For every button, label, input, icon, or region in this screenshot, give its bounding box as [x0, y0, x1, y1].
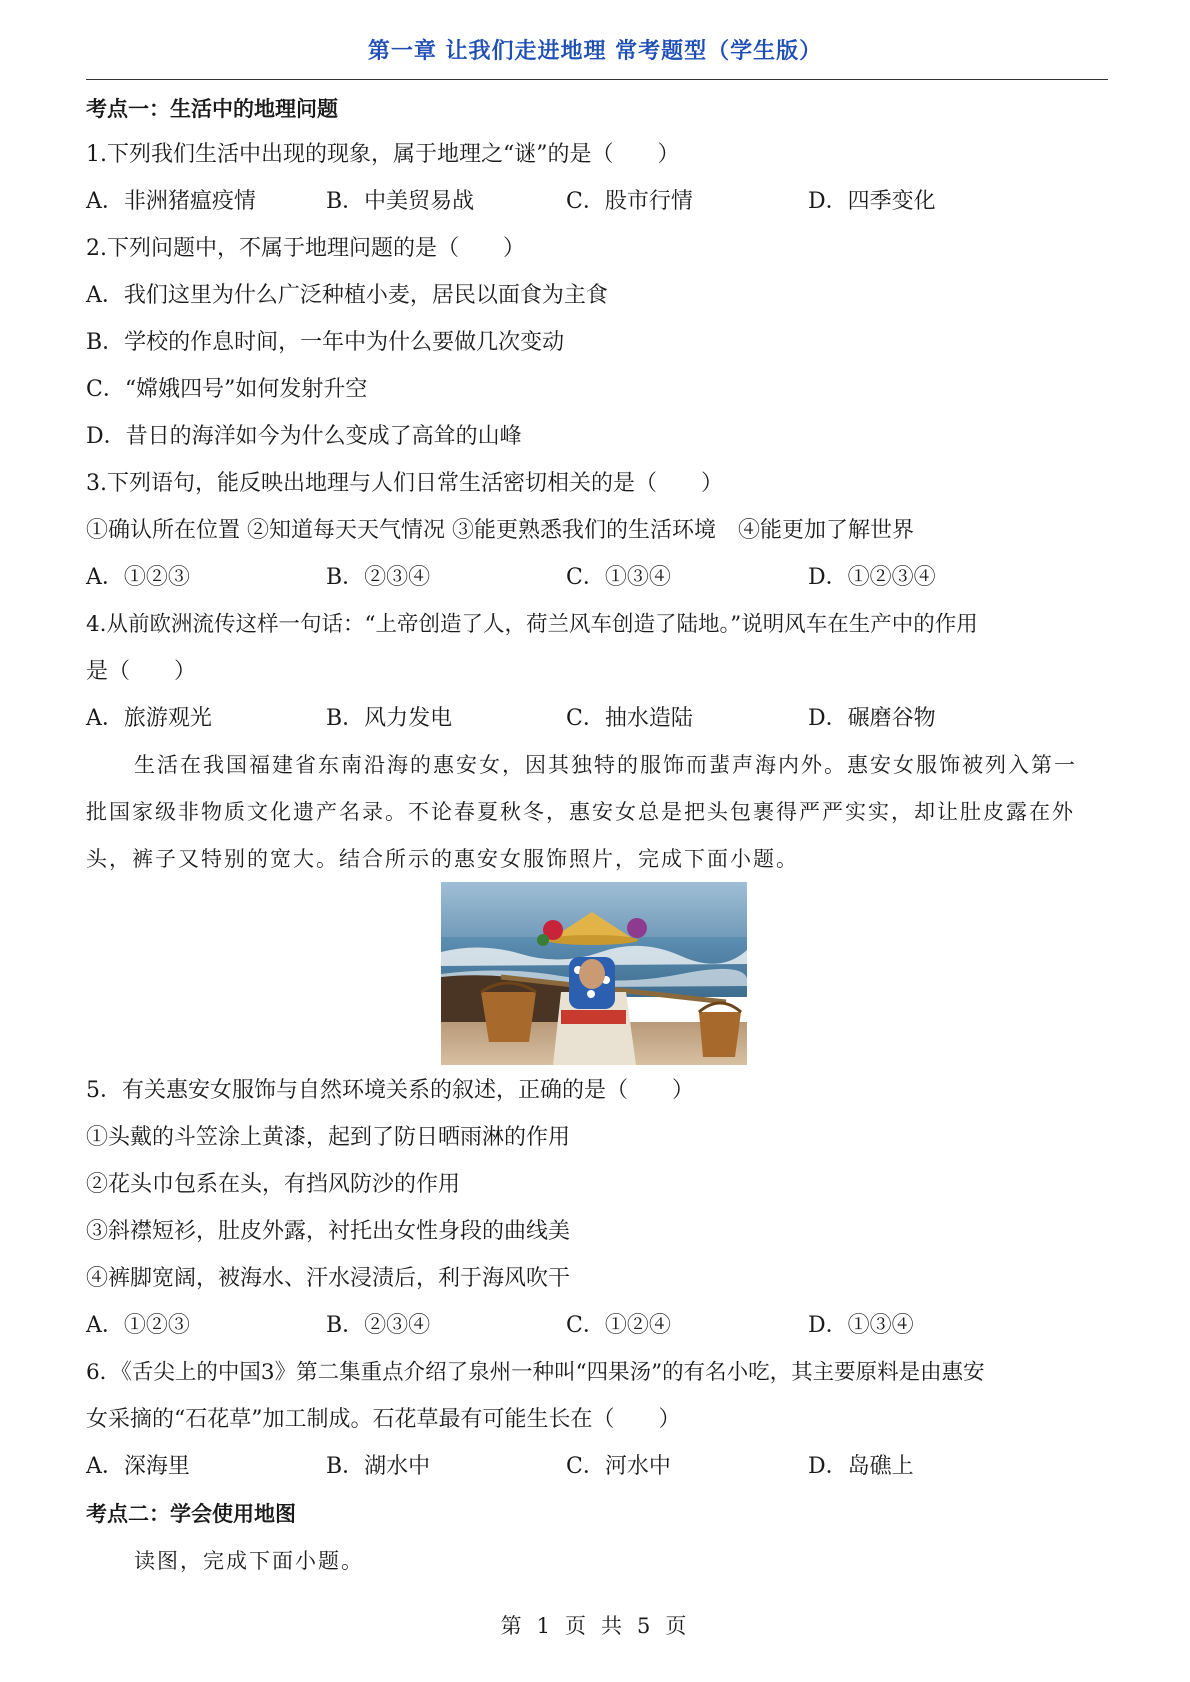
photo-illustration [441, 882, 747, 1065]
passage-line-2: 批国家级非物质文化遗产名录。不论春夏秋冬，惠安女总是把头包裹得严严实实，却让肚皮露在外 [86, 800, 1075, 824]
option-c: C．股市行情 [566, 189, 693, 214]
option-d: D．①③④ [808, 1313, 914, 1338]
question-5-item-1: ①头戴的斗笠涂上黄漆，起到了防日晒雨淋的作用 [86, 1125, 571, 1150]
option-a: A．旅游观光 [86, 706, 212, 731]
question-5-options [86, 1311, 1108, 1341]
option-d: D．碾磨谷物 [808, 706, 936, 731]
option-d: D．岛礁上 [808, 1454, 914, 1479]
question-2-stem: 2.下列问题中，不属于地理问题的是（ ） [86, 236, 525, 261]
footer-total-pages: 5 [637, 1614, 654, 1638]
question-5-stem: 5．有关惠安女服饰与自然环境关系的叙述，正确的是（ ） [86, 1078, 694, 1103]
question-3-items: ①确认所在位置 ②知道每天天气情况 ③能更熟悉我们的生活环境 ④能更加了解世界 [86, 518, 914, 543]
question-3-options [86, 563, 1108, 593]
question-4-stem: 4.从前欧洲流传这样一句话：“上帝创造了人，荷兰风车创造了陆地。”说明风车在生产中的作用 [86, 612, 978, 637]
question-1-options [86, 187, 1108, 217]
footer-di: 第 [500, 1614, 525, 1638]
option-c: C．“嫦娥四号”如何发射升空 [86, 377, 368, 402]
option-b: B．②③④ [326, 1313, 431, 1338]
passage-line-3: 头，裤子又特别的宽大。结合所示的惠安女服饰照片，完成下面小题。 [86, 847, 799, 871]
huian-woman-photo [441, 882, 747, 1065]
question-6-stem-cont: 女采摘的“石花草”加工制成。石花草最有可能生长在（ ） [86, 1407, 681, 1432]
option-a: A．①②③ [86, 565, 190, 590]
option-a: A．①②③ [86, 1313, 190, 1338]
passage-line-1: 生活在我国福建省东南沿海的惠安女，因其独特的服饰而蜚声海内外。惠安女服饰被列入第一 [134, 753, 1077, 777]
page-title: 第一章 让我们走进地理 常考题型（学生版） [367, 39, 823, 64]
option-c: C．①③④ [566, 565, 671, 590]
section-heading-1: 考点一：生活中的地理问题 [86, 97, 338, 121]
option-c: C．河水中 [566, 1454, 671, 1479]
option-b: B．湖水中 [326, 1454, 431, 1479]
option-d: D．①②③④ [808, 565, 936, 590]
question-1-stem: 1.下列我们生活中出现的现象，属于地理之“谜”的是（ ） [86, 142, 680, 167]
question-6-options [86, 1452, 1108, 1482]
section-heading-2: 考点二：学会使用地图 [86, 1502, 296, 1526]
header-rule [86, 79, 1108, 80]
footer-page-number: 1 [536, 1614, 553, 1638]
question-3-stem: 3.下列语句，能反映出地理与人们日常生活密切相关的是（ ） [86, 471, 723, 496]
option-a: A．我们这里为什么广泛种植小麦，居民以面食为主食 [86, 283, 608, 308]
option-d: D．昔日的海洋如今为什么变成了高耸的山峰 [86, 424, 522, 449]
page-footer [0, 1610, 1190, 1640]
option-b: B．②③④ [326, 565, 431, 590]
question-5-item-4: ④裤脚宽阔，被海水、汗水浸渍后，利于海风吹干 [86, 1266, 571, 1291]
section-2-intro: 读图，完成下面小题。 [134, 1549, 364, 1573]
question-5-item-3: ③斜襟短衫，肚皮外露，衬托出女性身段的曲线美 [86, 1219, 571, 1244]
footer-ye: 页 [565, 1614, 589, 1638]
question-5-item-2: ②花头巾包系在头，有挡风防沙的作用 [86, 1172, 461, 1197]
footer-ye-2: 页 [665, 1614, 690, 1638]
footer-gong: 共 [601, 1614, 625, 1638]
option-b: B．风力发电 [326, 706, 453, 731]
option-a: A．深海里 [86, 1454, 190, 1479]
option-b: B．学校的作息时间，一年中为什么要做几次变动 [86, 330, 565, 355]
option-c: C．①②④ [566, 1313, 671, 1338]
question-4-options [86, 704, 1108, 734]
option-b: B．中美贸易战 [326, 189, 475, 214]
question-6-stem: 6．《舌尖上的中国3》第二集重点介绍了泉州一种叫“四果汤”的有名小吃，其主要原料是由惠安 [86, 1360, 985, 1385]
option-d: D．四季变化 [808, 189, 936, 214]
question-4-stem-cont: 是（ ） [86, 659, 197, 684]
option-c: C．抽水造陆 [566, 706, 693, 731]
option-a: A．非洲猪瘟疫情 [86, 189, 256, 214]
